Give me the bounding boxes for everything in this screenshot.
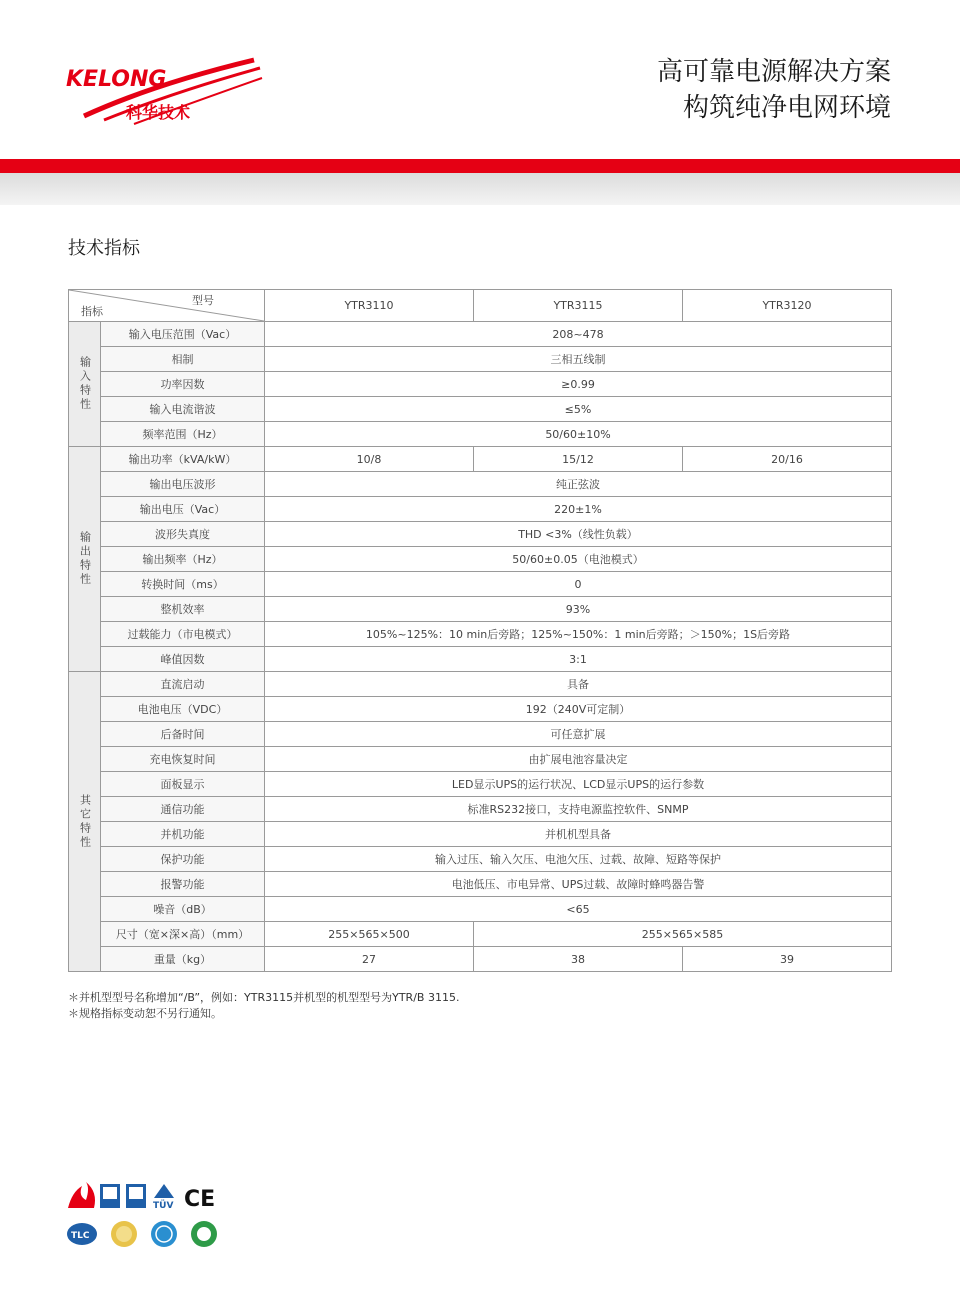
row-label: 输入电压范围（Vac） bbox=[101, 322, 265, 347]
row-label: 噪音（dB） bbox=[101, 897, 265, 922]
tuv-mark-icon bbox=[153, 1184, 174, 1211]
row-label: 输入电流谐波 bbox=[101, 397, 265, 422]
table-row bbox=[69, 947, 892, 972]
header-red-bar bbox=[0, 159, 960, 173]
row-value: 20/16 bbox=[683, 447, 892, 472]
row-value: 93% bbox=[265, 597, 892, 622]
row-label: 通信功能 bbox=[101, 797, 265, 822]
row-label: 过载能力（市电模式） bbox=[101, 622, 265, 647]
row-value: <65 bbox=[265, 897, 892, 922]
table-row bbox=[69, 347, 892, 372]
row-label: 峰值因数 bbox=[101, 647, 265, 672]
row-value: 电池低压、市电异常、UPS过载、故障时蜂鸣器告警 bbox=[265, 872, 892, 897]
header-model-label: 型号 bbox=[192, 294, 214, 307]
row-value: THD <3%（线性负载） bbox=[265, 522, 892, 547]
table-row bbox=[69, 747, 892, 772]
spec-table bbox=[68, 289, 892, 972]
table-row bbox=[69, 322, 892, 347]
logo-text-en: KELONG bbox=[66, 67, 167, 92]
row-label: 频率范围（Hz） bbox=[101, 422, 265, 447]
row-value: 27 bbox=[265, 947, 474, 972]
row-value: 255×565×500 bbox=[265, 922, 474, 947]
row-value: 标准RS232接口，支持电源监控软件、SNMP bbox=[265, 797, 892, 822]
group-output-label: 输出特性 bbox=[69, 447, 101, 672]
slogan-line-1: 高可靠电源解决方案 bbox=[656, 57, 891, 87]
row-value: 三相五线制 bbox=[265, 347, 892, 372]
row-label: 电池电压（VDC） bbox=[101, 697, 265, 722]
tuv-text: TÜV bbox=[153, 1201, 174, 1211]
slogan-line-2: 构筑纯净电网环境 bbox=[682, 93, 891, 123]
row-label: 输出频率（Hz） bbox=[101, 547, 265, 572]
row-value: 0 bbox=[265, 572, 892, 597]
globe-cert-icon bbox=[151, 1221, 177, 1247]
table-row bbox=[69, 822, 892, 847]
row-label: 后备时间 bbox=[101, 722, 265, 747]
section-title: 技术指标 bbox=[68, 238, 140, 259]
table-row bbox=[69, 472, 892, 497]
quality-mark-icon bbox=[100, 1184, 120, 1208]
row-value: 255×565×585 bbox=[474, 922, 892, 947]
row-label: 报警功能 bbox=[101, 872, 265, 897]
row-value: 由扩展电池容量决定 bbox=[265, 747, 892, 772]
row-value: 3:1 bbox=[265, 647, 892, 672]
table-row bbox=[69, 547, 892, 572]
footnote: ＊并机型型号名称增加“/B”，例如：YTR3115并机型的机型型号为YTR/B 3115. bbox=[68, 991, 460, 1004]
footnote: ＊规格指标变动恕不另行通知。 bbox=[68, 1007, 222, 1020]
table-header-row bbox=[69, 290, 892, 322]
row-label: 转换时间（ms） bbox=[101, 572, 265, 597]
row-label: 面板显示 bbox=[101, 772, 265, 797]
table-row bbox=[69, 797, 892, 822]
row-value: 具备 bbox=[265, 672, 892, 697]
row-value: 192（240V可定制） bbox=[265, 697, 892, 722]
row-value: 并机机型具备 bbox=[265, 822, 892, 847]
row-label: 功率因数 bbox=[101, 372, 265, 397]
row-value: LED显示UPS的运行状况、LCD显示UPS的运行参数 bbox=[265, 772, 892, 797]
row-label: 直流启动 bbox=[101, 672, 265, 697]
ce-text: CE bbox=[184, 1187, 216, 1212]
row-label: 并机功能 bbox=[101, 822, 265, 847]
row-value: 50/60±0.05（电池模式） bbox=[265, 547, 892, 572]
row-label: 重量（kg） bbox=[101, 947, 265, 972]
header-index-label: 指标 bbox=[81, 305, 103, 318]
table-row bbox=[69, 447, 892, 472]
row-label: 整机效率 bbox=[101, 597, 265, 622]
logo-text-cn: 科华技术 bbox=[126, 103, 191, 122]
table-row bbox=[69, 522, 892, 547]
group-other-label: 其它特性 bbox=[69, 672, 101, 972]
table-row bbox=[69, 872, 892, 897]
ce-mark-icon bbox=[184, 1187, 215, 1212]
row-value: 可任意扩展 bbox=[265, 722, 892, 747]
table-row bbox=[69, 597, 892, 622]
table-row bbox=[69, 897, 892, 922]
row-value: 39 bbox=[683, 947, 892, 972]
table-row bbox=[69, 397, 892, 422]
row-value: 50/60±10% bbox=[265, 422, 892, 447]
row-value: ≤5% bbox=[265, 397, 892, 422]
table-row bbox=[69, 847, 892, 872]
row-value: 10/8 bbox=[265, 447, 474, 472]
table-row bbox=[69, 697, 892, 722]
row-value: 38 bbox=[474, 947, 683, 972]
table-row bbox=[69, 772, 892, 797]
table-row bbox=[69, 372, 892, 397]
table-row bbox=[69, 647, 892, 672]
row-label: 充电恢复时间 bbox=[101, 747, 265, 772]
diagonal-header-cell bbox=[69, 290, 265, 322]
row-label: 输出电压波形 bbox=[101, 472, 265, 497]
row-value: 220±1% bbox=[265, 497, 892, 522]
certification-marks bbox=[64, 1178, 224, 1252]
header-model-1: YTR3110 bbox=[265, 290, 474, 322]
row-label: 相制 bbox=[101, 347, 265, 372]
row-label: 波形失真度 bbox=[101, 522, 265, 547]
tlc-mark-icon bbox=[67, 1223, 97, 1245]
row-label: 输出电压（Vac） bbox=[101, 497, 265, 522]
slogan bbox=[657, 54, 891, 126]
header-grey-bar bbox=[0, 173, 960, 205]
header-model-3: YTR3120 bbox=[683, 290, 892, 322]
row-value: ≥0.99 bbox=[265, 372, 892, 397]
row-value: 输入过压、输入欠压、电池欠压、过载、故障、短路等保护 bbox=[265, 847, 892, 872]
table-row bbox=[69, 622, 892, 647]
tlc-text: TLC bbox=[71, 1231, 90, 1241]
table-row bbox=[69, 672, 892, 697]
row-value: 208~478 bbox=[265, 322, 892, 347]
table-row bbox=[69, 572, 892, 597]
header-model-2: YTR3115 bbox=[474, 290, 683, 322]
quality-mark-icon bbox=[126, 1184, 146, 1208]
row-value: 105%~125%：10 min后旁路；125%~150%：1 min后旁路；＞150%；1S后旁路 bbox=[265, 622, 892, 647]
row-value: 纯正弦波 bbox=[265, 472, 892, 497]
table-row bbox=[69, 422, 892, 447]
table-row bbox=[69, 497, 892, 522]
row-label: 输出功率（kVA/kW） bbox=[101, 447, 265, 472]
green-cert-icon bbox=[191, 1221, 217, 1247]
footnotes bbox=[68, 990, 459, 1022]
group-input-label: 输入特性 bbox=[69, 322, 101, 447]
flame-logo-icon bbox=[68, 1182, 95, 1208]
table-row bbox=[69, 722, 892, 747]
emblem-icon bbox=[111, 1221, 137, 1247]
row-label: 尺寸（宽×深×高）（mm） bbox=[101, 922, 265, 947]
table-row bbox=[69, 922, 892, 947]
kelong-logo bbox=[64, 54, 264, 132]
row-label: 保护功能 bbox=[101, 847, 265, 872]
row-value: 15/12 bbox=[474, 447, 683, 472]
